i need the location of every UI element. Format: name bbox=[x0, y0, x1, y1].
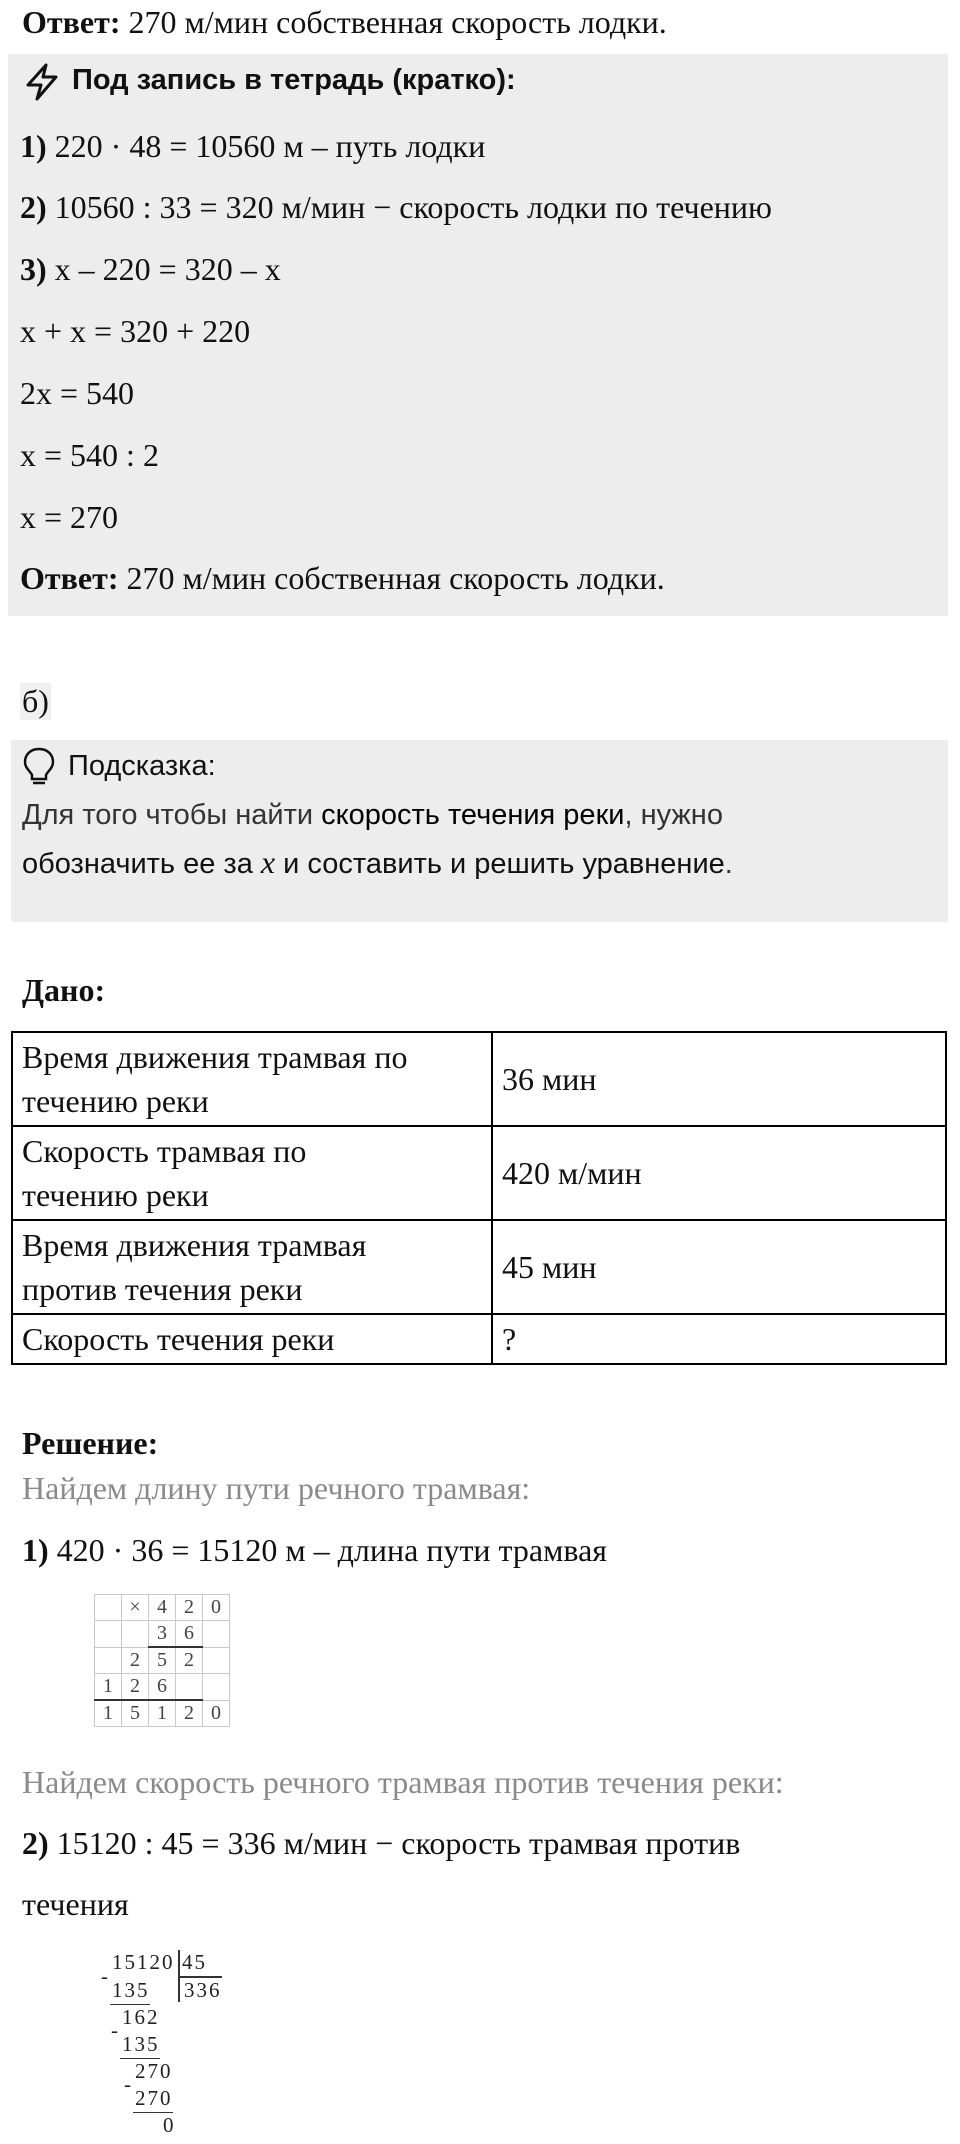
lightning-icon bbox=[22, 62, 62, 110]
solution-title: Решение: bbox=[22, 1425, 159, 1461]
given-table bbox=[11, 1031, 947, 1365]
lightbulb-icon bbox=[22, 746, 56, 794]
dividend: 15120 bbox=[112, 1950, 175, 1974]
table-row: Время движения трамвая по течению реки 36 мин bbox=[12, 1032, 946, 1126]
quotient: 336 bbox=[184, 1978, 222, 2002]
notebook-title: Под запись в тетрадь (кратко): bbox=[72, 64, 516, 96]
notebook-line-1: 1) 220 · 48 = 10560 м – путь лодки bbox=[20, 128, 486, 164]
minus-sign: - bbox=[101, 1964, 110, 1988]
notebook-line-3: 3) x – 220 = 320 – x bbox=[20, 251, 281, 287]
step2-line: 2) 15120 : 45 = 336 м/мин − скорость трамвая против bbox=[22, 1825, 741, 1861]
subtrahend-3: 270 bbox=[135, 2086, 173, 2110]
remainder-2: 270 bbox=[135, 2059, 173, 2083]
step2-intro: Найдем скорость речного трамвая против течения реки: bbox=[22, 1764, 784, 1800]
table-row: Время движения трамвая против течения реки 45 мин bbox=[12, 1220, 946, 1314]
subtrahend-2: 135 bbox=[122, 2032, 160, 2056]
notebook-line-6: x = 540 : 2 bbox=[20, 437, 159, 473]
answer-top bbox=[22, 4, 667, 41]
remainder-1: 162 bbox=[122, 2005, 160, 2029]
minus-sign: - bbox=[111, 2018, 120, 2042]
multiplication-grid: × 4 2 0 3 6 2 5 2 1 2 6 1 5 1 2 0 bbox=[94, 1594, 230, 1727]
hint-line-1: Для того чтобы найти скорость течения реки, нужно bbox=[22, 799, 723, 831]
notebook-answer: Ответ: 270 м/мин собственная скорость лодки. bbox=[20, 560, 665, 596]
answer-text: 270 м/мин собственная скорость лодки. bbox=[120, 4, 667, 40]
given-title: Дано: bbox=[22, 972, 106, 1008]
subtrahend-1: 135 bbox=[112, 1978, 150, 2002]
notebook-line-5: 2x = 540 bbox=[20, 375, 135, 411]
step1-line: 1) 420 · 36 = 15120 м – длина пути трамвая bbox=[22, 1532, 607, 1568]
step2-line-cont: течения bbox=[22, 1886, 129, 1922]
part-b-label: б) bbox=[22, 683, 49, 719]
notebook-line-7: x = 270 bbox=[20, 499, 119, 535]
table-row: Скорость трамвая по течению реки 420 м/мин bbox=[12, 1126, 946, 1220]
notebook-line-2: 2) 10560 : 33 = 320 м/мин − скорость лодки по течению bbox=[20, 189, 772, 225]
answer-label: Ответ: bbox=[22, 4, 121, 40]
hint-title: Подсказка: bbox=[68, 750, 216, 782]
notebook-line-4: x + x = 320 + 220 bbox=[20, 313, 251, 349]
divisor: 45 bbox=[182, 1950, 207, 1974]
hint-line-2: обозначить ее за x и составить и решить уравнение. bbox=[22, 844, 733, 880]
remainder-3: 0 bbox=[163, 2113, 176, 2137]
step1-intro: Найдем длину пути речного трамвая: bbox=[22, 1470, 531, 1506]
table-row: Скорость течения реки ? bbox=[12, 1314, 946, 1364]
minus-sign: - bbox=[124, 2072, 133, 2096]
